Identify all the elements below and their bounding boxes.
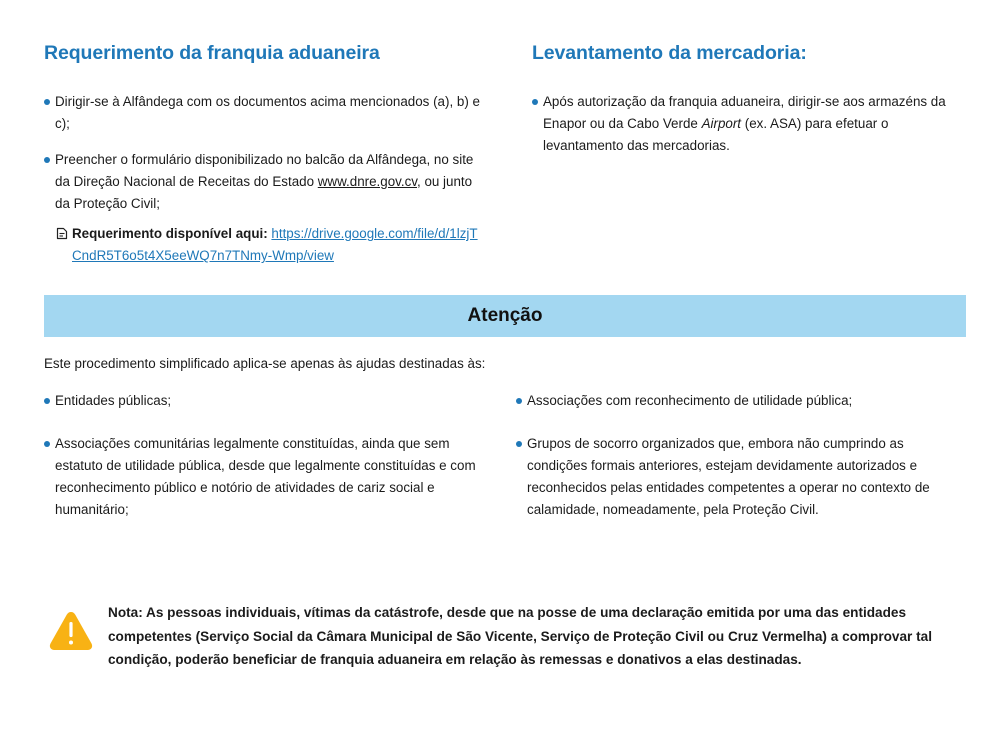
requirement-section-title: Requerimento da franquia aduaneira	[44, 42, 380, 64]
list-item-text: (ex. ASA) para efetuar o levantamento das mercadorias.	[543, 116, 889, 153]
list-item-italic: Airport	[701, 116, 742, 131]
note-body: As pessoas individuais, vítimas da catástrofe, desde que na posse de uma declaração emitida por uma das entidades competentes (Serviço Social da Câmara Municipal de São Vicente, Serviço de Proteção Civil ou Cruz Vermelha) a comprovar tal condição, poderão beneficiar de franquia aduaneira em relação às remessas e donativos a elas destinadas.	[108, 605, 932, 667]
requirement-steps-list	[44, 91, 484, 215]
list-item	[44, 390, 494, 412]
list-item-text: Associações comunitárias legalmente constituídas, ainda que sem estatuto de utilidade pública, desde que legalmente constituídas e com reconhecimento público e notório de atividades de cariz social e humanitário;	[55, 436, 476, 517]
bullet-icon	[44, 157, 50, 163]
list-item-text: Associações com reconhecimento de utilidade pública;	[527, 393, 853, 408]
list-item	[44, 91, 484, 135]
attention-intro: Este procedimento simplificado aplica-se apenas às ajudas destinadas às:	[44, 356, 486, 371]
bullet-icon	[44, 99, 50, 105]
bullet-icon	[532, 99, 538, 105]
list-item	[44, 149, 484, 215]
goods-pickup-section-title: Levantamento da mercadoria:	[532, 42, 807, 64]
requirement-drive-link[interactable]: https://drive.google.com/file/d/1lzjTCndR5T6o5t4X5eeWQ7n7TNmy-Wmp/view	[72, 226, 478, 263]
eligible-entities-list-left	[44, 390, 494, 521]
bullet-icon	[44, 398, 50, 404]
dnre-link[interactable]: www.dnre.gov.cv	[317, 174, 417, 189]
list-item	[532, 91, 962, 157]
note-text	[108, 601, 968, 672]
list-item-text: Entidades públicas;	[55, 393, 172, 408]
list-item-text: Após autorização da franquia aduaneira, dirigir-se aos armazéns da Enapor ou da Cabo Verde	[543, 94, 946, 131]
list-item	[516, 390, 956, 412]
bullet-icon	[516, 441, 522, 447]
requirement-label: Requerimento disponível aqui:	[72, 226, 268, 241]
list-item-text: Dirigir-se à Alfândega com os documentos acima mencionados (a), b) e c);	[55, 94, 480, 131]
goods-pickup-section	[532, 40, 962, 171]
document-icon	[56, 227, 68, 240]
attention-list-left	[44, 390, 494, 542]
bullet-icon	[516, 398, 522, 404]
bullet-icon	[44, 441, 50, 447]
eligible-entities-list-right	[516, 390, 956, 521]
attention-list-right	[516, 390, 956, 542]
attention-banner	[44, 295, 966, 337]
goods-pickup-list	[532, 91, 962, 157]
note-label: Nota:	[108, 605, 143, 620]
list-item-text: Preencher o formulário disponibilizado no balcão da Alfândega, no site da Direção Nacional de Receitas do Estado	[55, 152, 474, 189]
list-item-text: Grupos de socorro organizados que, embora não cumprindo as condições formais anteriores, estejam devidamente autorizados e reconhecidos pelas entidades competentes a operar no contexto de calamidade, nomeadamente, pela Proteção Civil.	[527, 436, 930, 517]
requirement-download	[44, 223, 484, 267]
list-item-text: , ou junto da Proteção Civil;	[55, 174, 473, 211]
warning-icon	[48, 609, 94, 653]
list-item	[516, 433, 956, 521]
requirement-section	[44, 40, 484, 267]
list-item	[44, 433, 494, 521]
attention-title: Atenção	[467, 305, 543, 326]
